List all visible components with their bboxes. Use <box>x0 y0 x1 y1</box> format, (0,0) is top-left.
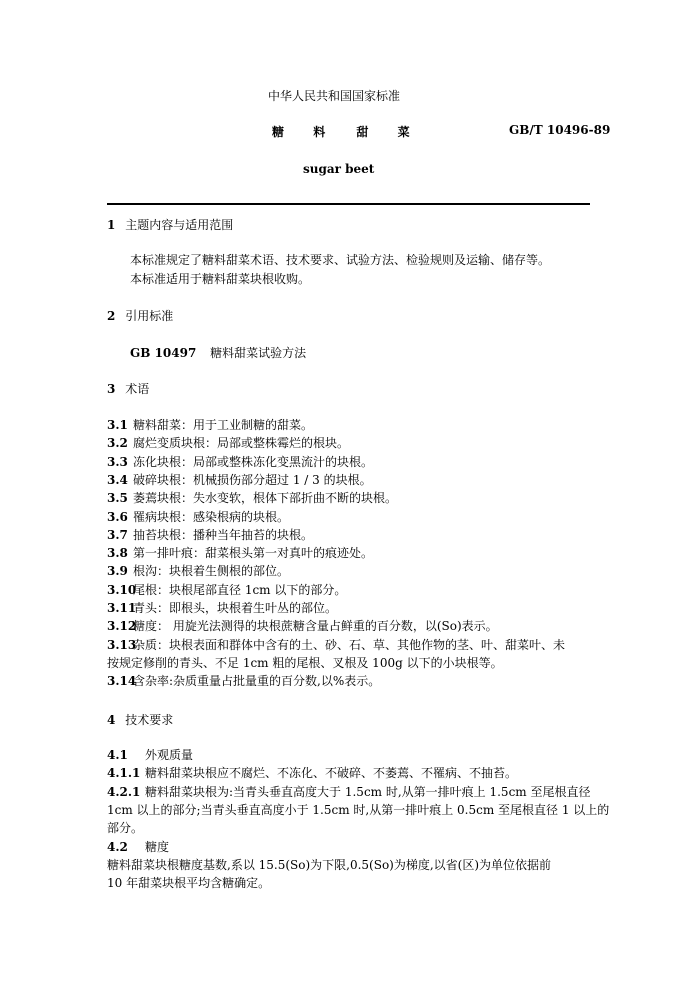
standard-title <box>272 123 410 140</box>
item-number: 4.1 <box>107 748 128 762</box>
item-text: 萎蔫块根：失水变软，根体下部折曲不断的块根。 <box>133 491 398 506</box>
item-number: 4.2.1 <box>107 784 141 799</box>
item-number: 3.3 <box>107 454 128 469</box>
country-standard-title: 中华人民共和国国家标准 <box>268 89 401 103</box>
title-char: 菜 <box>397 125 410 139</box>
item-number: 3.10 <box>107 582 137 597</box>
item-text: 外观质量 <box>145 748 194 762</box>
item-text: 抽苔块根：播种当年抽苔的块根。 <box>133 527 314 542</box>
section-number: 3 <box>107 382 116 396</box>
item-number: 4.1.1 <box>107 766 141 781</box>
item-number: 3.14 <box>107 674 137 689</box>
section-number: 1 <box>107 218 116 232</box>
list-item <box>107 636 565 653</box>
section-number: 2 <box>107 309 116 323</box>
item-text: 糖度： 用旋光法测得的块根蔗糖含量占鲜重的百分数，以(So)表示。 <box>133 619 498 634</box>
paragraph: 本标准适用于糖料甜菜块根收购。 <box>130 272 311 286</box>
item-text: 糖料甜菜块根糖度基数,系以 15.5(So)为下限,0.5(So)为梯度,以省(区)为单位依据前 <box>107 857 552 872</box>
list-item <box>107 819 143 836</box>
list-item <box>107 654 503 671</box>
item-text: 尾根：块根尾部直径 1cm 以下的部分。 <box>133 582 347 597</box>
item-text: 杂质：块根表面和群体中含有的土、砂、石、草、其他作物的茎、叶、甜菜叶、未 <box>133 637 566 652</box>
item-number: 3.5 <box>107 491 128 506</box>
section-heading <box>107 711 173 728</box>
list-item <box>107 599 337 616</box>
title-char: 糖 <box>272 125 285 139</box>
section-title: 引用标准 <box>125 309 174 323</box>
section-title: 主题内容与适用范围 <box>125 218 234 232</box>
item-text: 部分。 <box>107 821 144 836</box>
item-number: 3.4 <box>107 472 128 487</box>
item-text: 破碎块根：机械损伤部分超过 1 / 3 的块根。 <box>133 472 372 487</box>
item-number: 3.12 <box>107 619 137 634</box>
item-number: 3.7 <box>107 527 128 542</box>
section-title: 技术要求 <box>125 713 174 727</box>
item-text: 10 年甜菜块根平均含糖确定。 <box>107 876 271 891</box>
title-char: 甜 <box>356 125 369 139</box>
item-text: 糖料甜菜：用于工业制糖的甜菜。 <box>133 418 314 432</box>
list-item <box>107 856 551 873</box>
item-number: 3.13 <box>107 637 137 652</box>
header-divider <box>107 203 590 205</box>
title-char: 料 <box>313 125 326 139</box>
list-item <box>107 489 397 506</box>
list-item <box>107 544 373 561</box>
section-heading <box>107 216 233 233</box>
item-text: 第一排叶痕：甜菜根头第一对真叶的痕迹处。 <box>133 546 374 561</box>
item-number: 4.2 <box>107 839 128 854</box>
reference-code: GB 10497 <box>130 346 197 360</box>
standard-code: GB/T 10496-89 <box>509 123 611 137</box>
list-item <box>107 672 380 689</box>
item-text: 含杂率:杂质重量占批量重的百分数,以%表示。 <box>133 674 381 689</box>
item-text: 冻化块根：局部或整株冻化变黑流汁的块根。 <box>133 454 374 469</box>
reference-title: 糖料甜菜试验方法 <box>210 346 307 360</box>
reference-line <box>130 344 306 361</box>
english-title: sugar beet <box>303 162 375 176</box>
list-item <box>107 562 289 579</box>
list-item <box>107 874 270 891</box>
item-text: 糖料甜菜块根为:当青头垂直高度大于 1.5cm 时,从第一排叶痕上 1.5cm 至尾根直径 <box>145 784 591 799</box>
item-text: 罹病块根：感染根病的块根。 <box>133 509 290 524</box>
section-title: 术语 <box>125 382 150 396</box>
paragraph: 本标准规定了糖料甜菜术语、技术要求、试验方法、检验规则及运输、储存等。 <box>130 253 551 267</box>
list-item <box>107 801 609 818</box>
section-heading <box>107 380 149 397</box>
item-number: 3.9 <box>107 564 128 579</box>
list-item <box>107 764 517 781</box>
item-number: 3.6 <box>107 509 128 524</box>
item-text: 糖料甜菜块根应不腐烂、不冻化、不破碎、不萎蔫、不罹病、不抽苔。 <box>145 766 518 781</box>
item-text: 青头：即根头，块根着生叶丛的部位。 <box>133 601 338 615</box>
item-text: 糖度 <box>145 839 170 854</box>
list-item <box>107 416 313 433</box>
list-item <box>107 471 372 488</box>
list-item <box>107 434 349 451</box>
item-text: 腐烂变质块根：局部或整株霉烂的根块。 <box>133 436 350 451</box>
item-text: 根沟：块根着生侧根的部位。 <box>133 564 290 579</box>
list-item <box>107 581 346 598</box>
list-item <box>107 617 498 634</box>
list-item <box>107 838 169 855</box>
item-text: 按规定修削的青头、不足 1cm 粗的尾根、叉根及 100g 以下的小块根等。 <box>107 655 503 670</box>
item-text: 1cm 以上的部分;当青头垂直高度小于 1.5cm 时,从第一排叶痕上 0.5cm 至尾根直径 1 以上的 <box>107 802 610 817</box>
section-heading <box>107 307 173 324</box>
list-item <box>107 526 313 543</box>
item-number: 3.1 <box>107 418 128 432</box>
section-number: 4 <box>107 713 116 727</box>
list-item <box>107 783 591 800</box>
list-item <box>107 453 373 470</box>
list-item <box>107 746 193 763</box>
item-number: 3.8 <box>107 546 128 561</box>
item-number: 3.11 <box>107 601 137 615</box>
item-number: 3.2 <box>107 436 128 451</box>
list-item <box>107 508 289 525</box>
